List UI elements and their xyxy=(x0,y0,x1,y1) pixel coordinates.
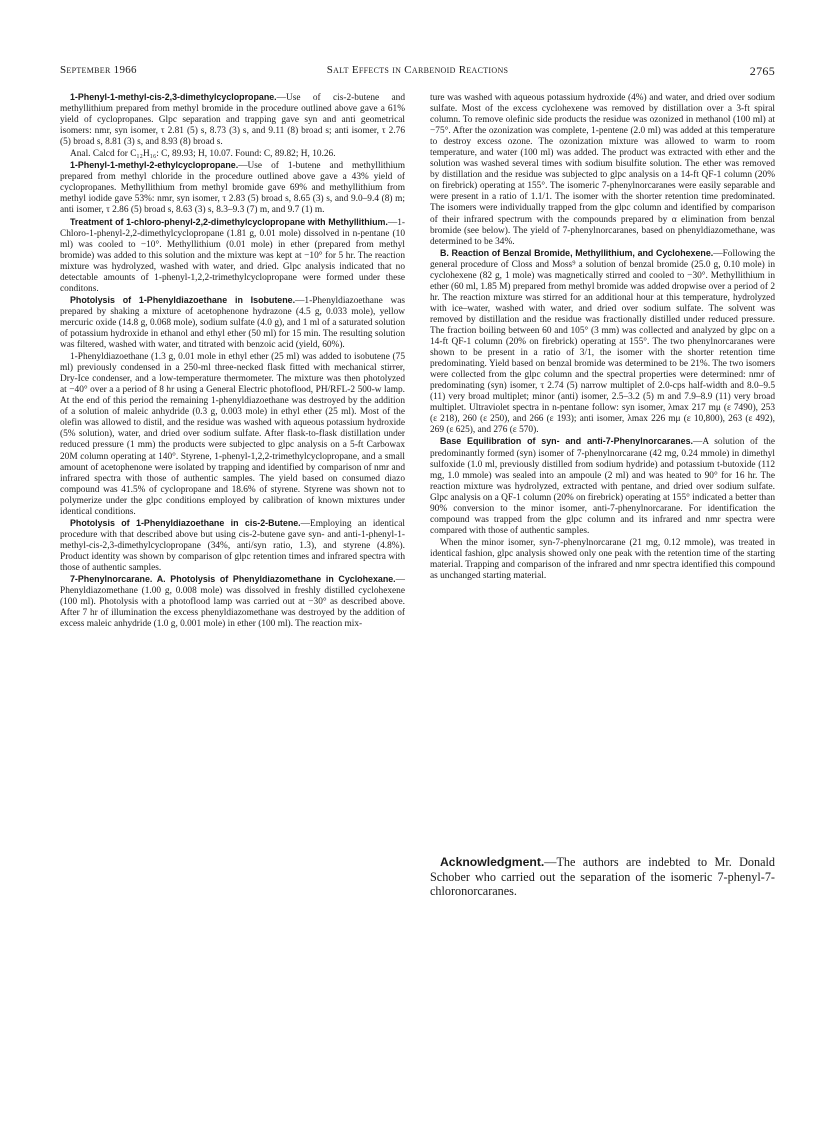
paragraph xyxy=(60,574,405,630)
paragraph-text: —Use of cis-2-butene and methyllithium prepared from methyl bromide in the procedure outlined above gave a 61% yield of cyclopropanes. Glpc separation and trapping gave syn and anti geometrical isomers: nmr, syn isomer, τ 2.81 (5) s, 8.73 (3) s, and 9.11 (8) broad s; anti isomer, τ 2.76 (5) broad s, 8.81 (3) s, and 8.93 (8) broad s. xyxy=(60,93,405,148)
left-column xyxy=(60,92,405,630)
paragraph-text: ture was washed with aqueous potassium hydroxide (4%) and water, and dried over sodium sulfate. Most of the excess cyclohexene was removed by distillation over a 3-ft spiral column. To remove olefinic side products the residue was ozonized in methanol (100 ml) at −75°. After the ozonization was complete, 1-pentene (2.0 ml) was added at this temperature to destroy excess ozone. The ozonization mixture was allowed to warm to room temperature, and water (100 ml) was added. The product was extracted with ether and the solution was washed several times with sodium bisulfite solution. The ether was removed by distillation and the residue was subjected to glpc analysis on a 14-ft QF-1 column (20% on firebrick) operating at 155°. The isomeric 7-phenylnorcaranes were easily separable and were present in a ratio of 1.1/1. The isomer with the shorter retention time predominated. The isomers were individually trapped from the glpc column and identified by comparison of their infrared spectrum with the compounds prepared by α elimination from benzal bromide (see below). The yield of 7-phenylnorcaranes, based on phenyldiazomethane, was determined to be 34%. xyxy=(430,93,775,247)
paragraph-text: —Phenyldiazomethane (1.00 g, 0.008 mole) was dissolved in freshly distilled cyclohexene (100 ml). Photolysis with a photoflood lamp was carried out at −30° as described above. After 7 hr of illumination the excess phenyldiazomethane was destroyed by the addition of excess maleic anhydride (1.0 g, 0.001 mole) in ether (100 ml). The reaction mix- xyxy=(60,575,405,630)
acknowledgment-text: —The authors are indebted to Mr. Donald Schober who carried out the separation of the isomeric 7-phenyl-7-chloronorcaranes. xyxy=(430,855,775,898)
paragraph-text: —A solution of the predominantly formed (syn) isomer of 7-phenylnorcarane (42 mg, 0.24 mmole) in dimethyl sulfoxide (1.0 ml, previously distilled from sodium hydride) and potassium t-butoxide (112 mg, 1.0 mmole) was sealed into an ampoule (2 ml) and was heated to 90° for 16 hr. The reaction mixture was hydrolyzed, extracted with pentane, and dried over sodium sulfate. Glpc analysis on a QF-1 column (20% on firebrick) operating at 155° indicated a better than 90% conversion to the minor isomer, anti-7-phenylnorcarane. For identification the compound was trapped from the glpc column and its infrared and nmr spectra were compared with those of authentic samples. xyxy=(430,437,775,536)
paragraph xyxy=(60,160,405,216)
paragraph-text: When the minor isomer, syn-7-phenylnorcarane (21 mg, 0.12 mmole), was treated in identical fashion, glpc analysis showed only one peak with the retention time of the starting material. Trapping and comparison of the infrared and nmr spectra identified this compound as unchanged starting material. xyxy=(430,537,775,582)
paragraph-text: —Use of 1-butene and methyllithium prepared from methyl chloride in the procedure outlined above gave a 43% yield of cyclopropanes. Methyllithium from methyl bromide gave 69% and methyllithium from methyl iodide gave 53%: nmr, syn isomer, τ 2.83 (5) broad s, 8.65 (3) s, and 9.0–9.4 (8) m; anti isomer, τ 2.86 (5) broad s, 8.63 (3) s, 8.3–9.3 (7) m, and 9.7 (1) m. xyxy=(60,161,405,216)
paragraph-text: —Employing an identical procedure with that described above but using cis-2-butene gave syn- and anti-1-phenyl-1-methyl-cis-2,3-dimethylcyclopropane (34%, anti/syn ratio, 1.3), and styrene (4.8%). Product identity was shown by comparison of glpc retention times and infrared spectra with those of authentic samples. xyxy=(60,518,406,573)
paragraph xyxy=(430,248,775,437)
paragraph xyxy=(60,295,405,351)
paragraph-heading: Photolysis of 1-Phenyldiazoethane in Isobutene. xyxy=(70,294,296,305)
paragraph-heading: 1-Phenyl-1-methyl-2-ethylcyclopropane. xyxy=(70,160,239,171)
header-running-title: Salt Effects in Carbenoid Reactions xyxy=(326,64,509,76)
paragraph-heading: Base Equilibration of syn- and anti-7-Phenylnorcaranes. xyxy=(440,436,694,447)
paragraph-text: Anal. Calcd for C₁₂H₁₆: C, 89.93; H, 10.07. Found: C, 89.82; H, 10.26. xyxy=(70,149,336,160)
paragraph-heading: B. Reaction of Benzal Bromide, Methyllithium, and Cyclohexene. xyxy=(440,247,714,258)
acknowledgment-heading: Acknowledgment. xyxy=(440,855,545,869)
paragraph xyxy=(60,518,405,574)
paragraph-text: 1-Phenyldiazoethane (1.3 g, 0.01 mole in ethyl ether (25 ml) was added to isobutene (75 ml) previously condensed in a 250-ml three-necked flask fitted with mechanical stirrer, Dry-Ice condenser, and a low-temperature thermometer. The mixture was then photolyzed at −40° over a a period of 8 hr using a General Electric photoflood, PH/RFL-2 500-w lamp. At the end of this period the remaining 1-phenyldiazoethane was destroyed by the addition of a solution of maleic anhydride (0.3 g, 0.003 mole) in ethyl ether (25 ml). Most of the olefin was allowed to distil, and the residue was washed with aqueous potassium hydroxide (5% solution), water, and dried over sodium sulfate. After flask-to-flask distillation under reduced pressure (1 mm) the products were subjected to glpc analysis on a 5-ft Carbowax 20M column operating at 140°. Styrene, 1-phenyl-1,2,2-trimethylcyclopropane, and a small amount of acetophenone were isolated by trapping and identified by comparison of nmr and infrared spectra with those of authentic samples. The yield based on consumed diazo compound was 41.5% of cyclopropane and 18.6% of styrene. Styrene was shown not to polymerize under the glpc conditions employed by calibration of known mixtures under identical conditions. xyxy=(60,352,405,517)
paragraph xyxy=(430,92,775,248)
right-column xyxy=(430,92,775,582)
paragraph-heading: 7-Phenylnorcarane. A. Photolysis of Phenyldiazomethane in Cyclohexane. xyxy=(70,574,396,585)
acknowledgment xyxy=(430,855,775,899)
paragraph xyxy=(430,436,775,536)
paragraph xyxy=(60,217,405,295)
paragraph xyxy=(430,537,775,582)
paragraph-text: —1-Phenyldiazoethane was prepared by shaking a mixture of acetophenone hydrazone (4.5 g, 0.033 mole), yellow mercuric oxide (14.8 g, 0.068 mole), sodium sulfate (4.0 g), and 1 ml of a saturated solution of potassium hydroxide in ethanol and ethyl ether (50 ml) for 15 min. The resulting solution was filtered, washed with water, and titrated with benzoic acid (yield, 60%). xyxy=(60,295,405,351)
acknowledgment-paragraph xyxy=(430,855,775,899)
paragraph-heading: 1-Phenyl-1-methyl-cis-2,3-dimethylcyclopropane. xyxy=(70,92,277,102)
paragraph xyxy=(60,148,405,160)
paragraph-text: —1-Chloro-1-phenyl-2,2-dimethylcyclopropane (1.81 g, 0.01 mole) dissolved in n-pentane (10 ml) was cooled to −10°. Methyllithium (0.01 mole) in ether (prepared from methyl bromide) was added to this solution and the mixture was kept at −10° for 5 hr. The reaction mixture was hydrolyzed, washed with water, and dried. Glpc analysis indicated that no detectable amounts of 1-phenyl-1,2,2-trimethylcyclopropane were formed under these conditons. xyxy=(60,217,405,294)
paragraph-text: —Following the general procedure of Closs and Moss⁹ a solution of benzal bromide (25.0 g, 0.10 mole) in cyclohexene (82 g, 1 mole) was magnetically stirred and cooled to −30°. Methyllithium in ether (60 ml, 1.85 M) prepared from methyl bromide was added dropwise over a period of 2 hr. The reaction mixture was stirred for an additional hour at this temperature, hydrolyzed with ice–water, washed with water, and dried over sodium sulfate. The solvent was removed by distillation and the residue was fractionally distilled under reduced pressure. The fraction boiling between 60 and 105° (3 mm) was collected and analyzed by glpc on a 14-ft QF-1 column (20% on firebrick) operating at 155°. The two phenylnorcaranes were shown to be present in a ratio of 3/1, the isomer with the shorter retention time predominating. Yield based on benzal bromide was determined to be 21%. The two isomers were collected from the glpc column and the spectral properties were determined: nmr of predominating (syn) isomer, τ 2.74 (5) narrow multiplet of 2.0-cps half-width and 8.0–9.5 (11) very broad multiplet; minor (anti) isomer, 2.5–3.2 (5) m and 7.9–8.9 (11) very broad multiplet. Ultraviolet spectra in n-pentane follow: syn isomer, λmax 217 mμ (ε 7490), 253 (ε 218), 260 (ε 250), and 266 (ε 193); anti isomer, λmax 226 mμ (ε 10,800), 263 (ε 492), 269 (ε 625), and 276 (ε 570). xyxy=(430,248,775,436)
running-header xyxy=(60,64,775,80)
paragraph xyxy=(60,92,405,148)
paragraph-heading: Treatment of 1-chloro-phenyl-2,2-dimethylcyclopropane with Methyllithium. xyxy=(70,216,388,227)
header-date: September 1966 xyxy=(60,64,137,76)
header-page-number: 2765 xyxy=(749,64,775,78)
paragraph xyxy=(60,351,405,518)
paragraph-heading: Photolysis of 1-Phenyldiazoethane in cis-2-Butene. xyxy=(70,517,301,528)
